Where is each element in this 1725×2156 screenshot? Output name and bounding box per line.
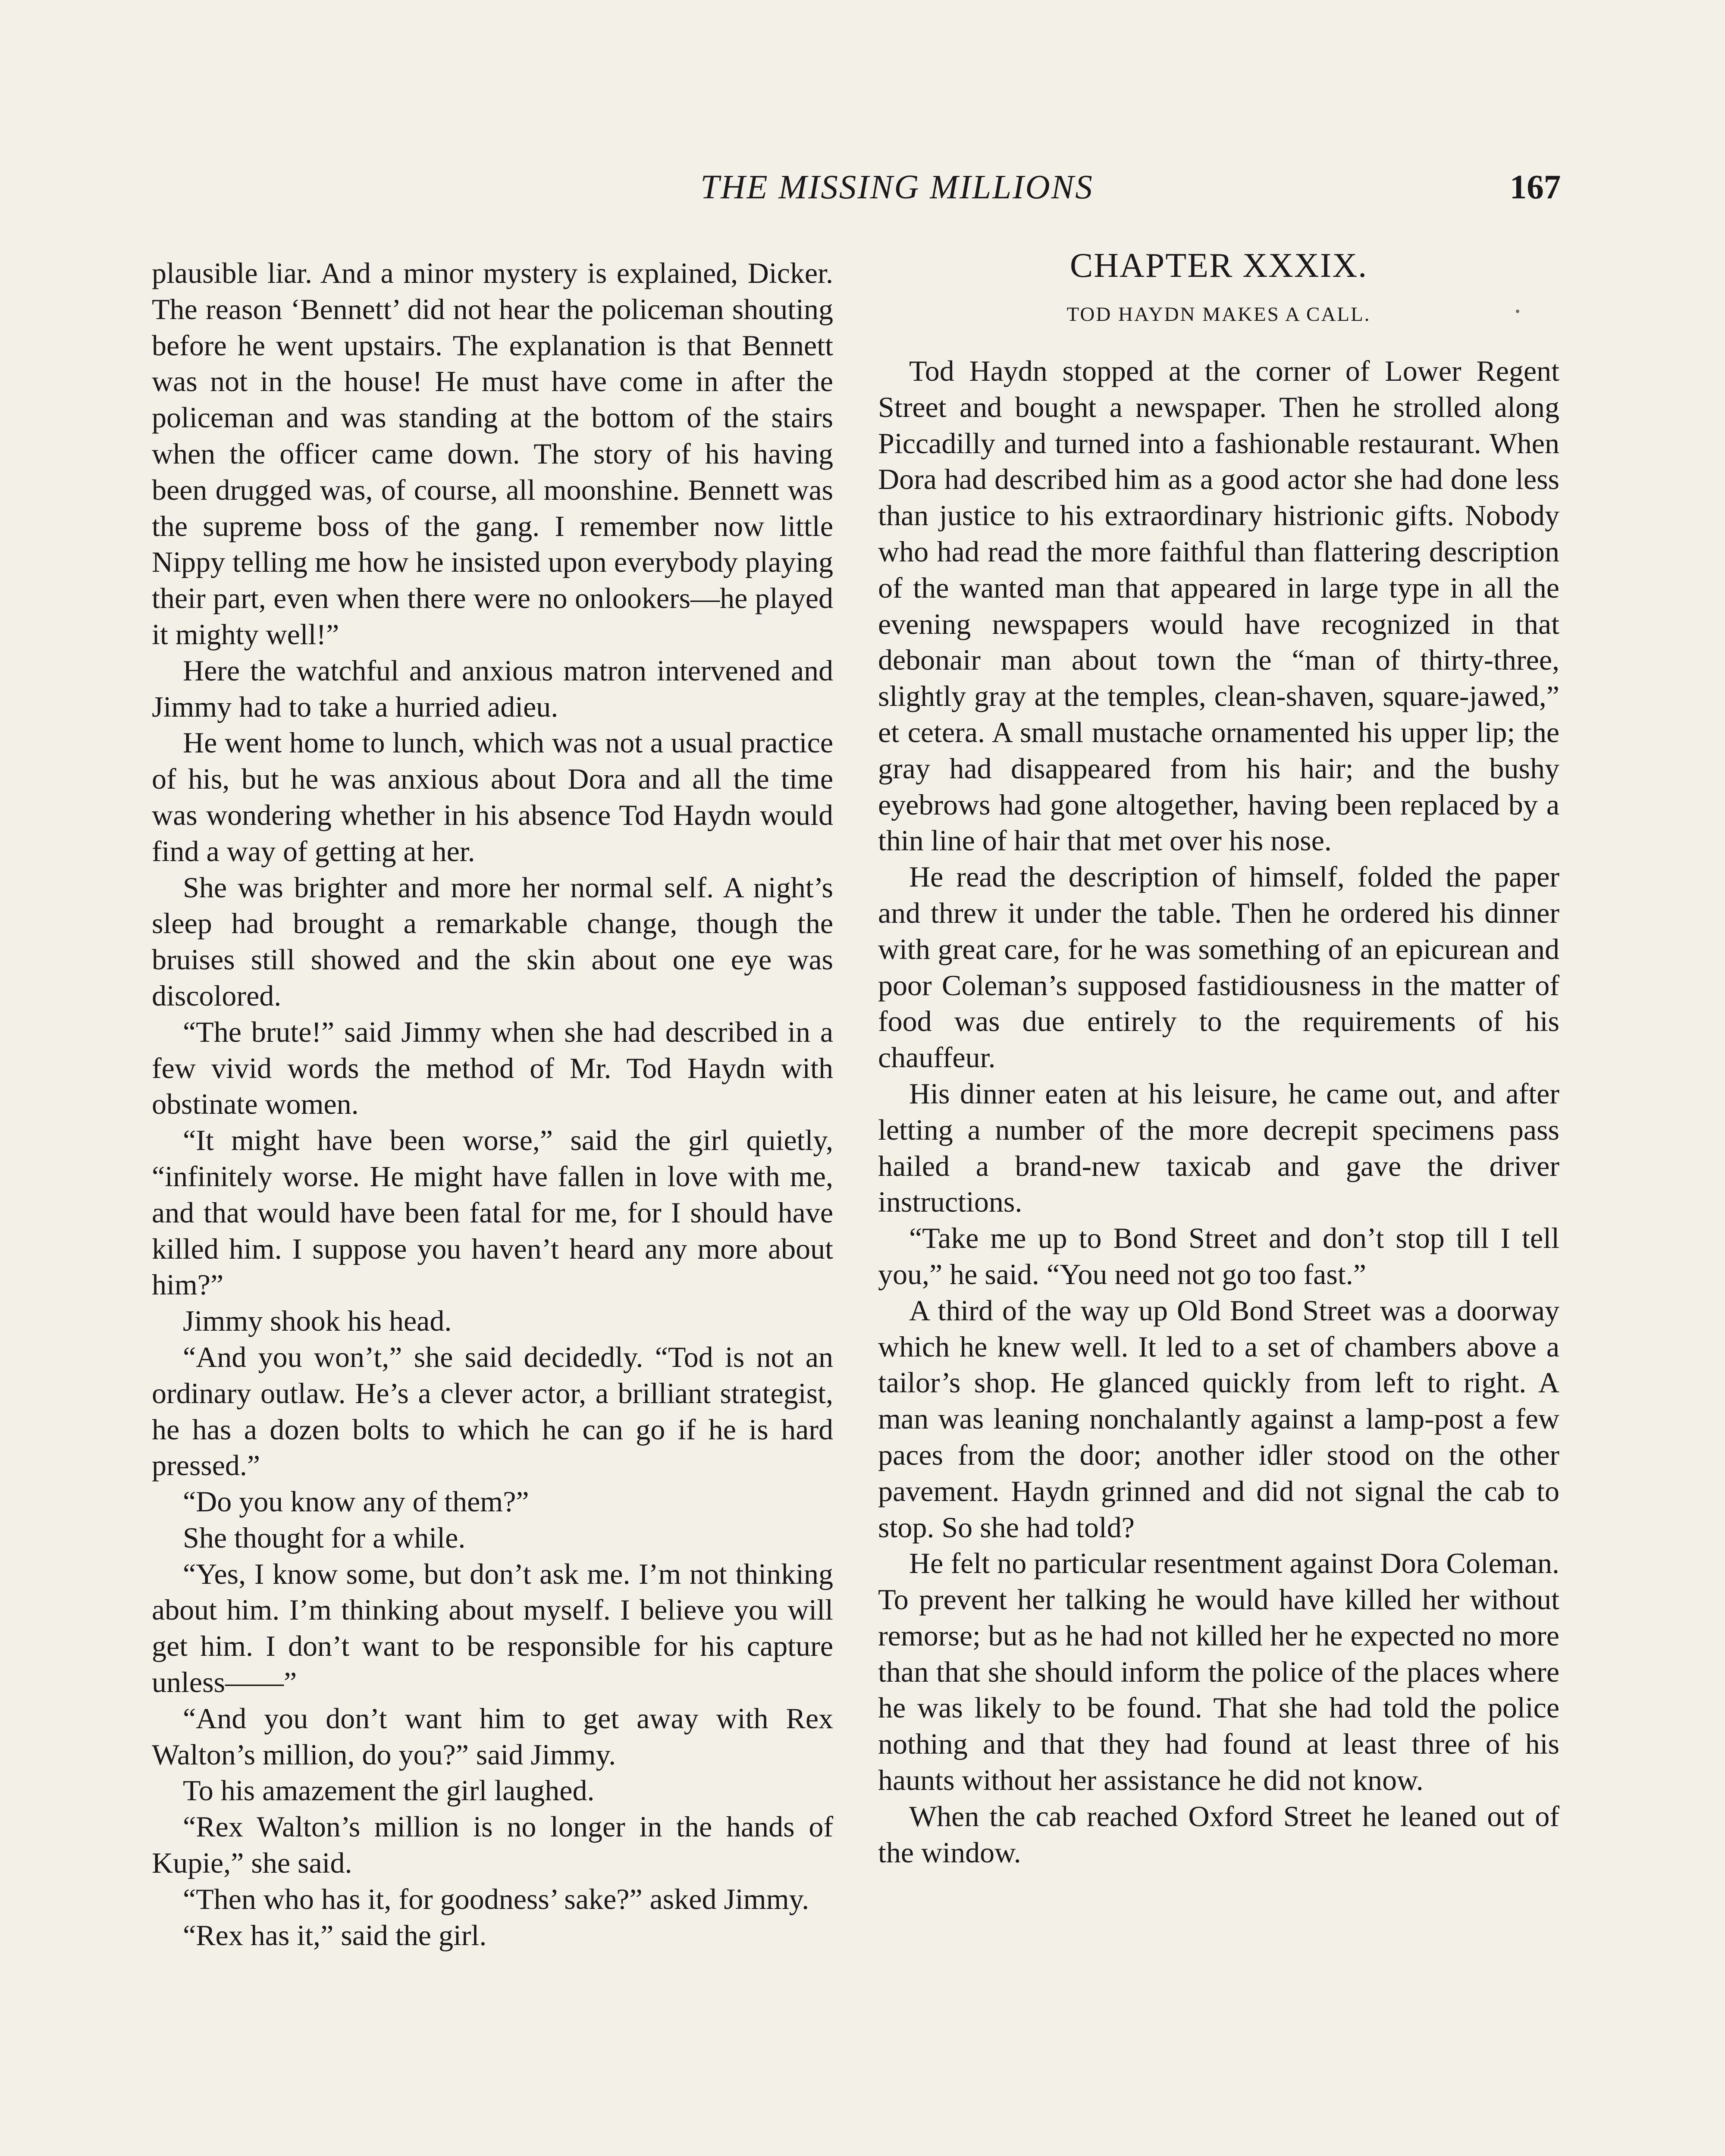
paragraph: “It might have been worse,” said the girl quietly, “infinitely worse. He might have fallen in love with me, and that would have been fatal for me, for I should have killed him. I suppose you haven’t heard any more about him?” (152, 1124, 833, 1301)
ink-speck (1516, 310, 1519, 313)
paragraph: She was brighter and more her normal self. A night’s sleep had brought a remarkable change, though the bruises still showed and the skin about one eye was discolored. (152, 871, 833, 1012)
paragraph: She thought for a while. (183, 1521, 466, 1554)
paragraph: “Rex Walton’s million is no longer in the hands of Kupie,” she said. (152, 1810, 833, 1880)
paragraph: Jimmy shook his head. (183, 1304, 452, 1338)
paragraph: Tod Haydn stopped at the corner of Lower Regent Street and bought a newspaper. Then he strolled along Piccadilly and turned into a fashionable restaurant. When Dora had described him as a good actor she had done less than justice to his extraordinary histrionic gifts. Nobody who had read the more faithful than flattering description of the wanted man that appeared in large type in all the evening newspapers would have recognized in that debonair man about town the “man of thirty-three, slightly gray at the temples, clean-shaven, square-jawed,” et cetera. A small mustache ornamented his upper lip; the gray had disappeared from his hair; and the bushy eyebrows had gone altogether, having been replaced by a thin line of hair that met over his nose. (878, 354, 1559, 857)
paragraph: To his amazement the girl laughed. (183, 1774, 595, 1807)
paragraph: plausible liar. And a minor mystery is explained, Dicker. The reason ‘Bennett’ did not hear the policeman shouting before he went upstairs. The explanation is that Bennett was not in the house! He must have come in after the policeman and was standing at the bottom of the stairs when the officer came down. The story of his having been drugged was, of course, all moonshine. Bennett was the supreme boss of the gang. I remember now little Nippy telling me how he insisted upon everybody playing their part, even when there were no onlookers—he played it mighty well!” (152, 257, 833, 651)
paragraph: “Rex has it,” said the girl. (183, 1918, 487, 1952)
paragraph: “The brute!” said Jimmy when she had described in a few vivid words the method of Mr. Tod Haydn with obstinate women. (152, 1015, 833, 1121)
paragraph: A third of the way up Old Bond Street was a doorway which he knew well. It led to a set of chambers above a tailor’s shop. He glanced quickly from left to right. A man was leaning nonchalantly against a lamp-post a few paces from the door; another idler stood on the other pavement. Haydn grinned and did not signal the cab to stop. So she had told? (878, 1294, 1559, 1544)
left-column (152, 255, 833, 1953)
paragraph: “Then who has it, for goodness’ sake?” asked Jimmy. (183, 1882, 809, 1915)
paragraph: He felt no particular resentment against Dora Coleman. To prevent her talking he would have killed her without remorse; but as he had not killed her he expected no more than that she should inform the police of the places where he was likely to be found. That she had told the police nothing and that they had found at least three of his haunts without her assistance he did not know. (878, 1547, 1559, 1797)
chapter-subtitle: TOD HAYDN MAKES A CALL. (1066, 303, 1371, 326)
paragraph: “Take me up to Bond Street and don’t stop till I tell you,” he said. “You need not go too fast.” (878, 1222, 1559, 1291)
paragraph: “And you won’t,” she said decidedly. “Tod is not an ordinary outlaw. He’s a clever actor, a brilliant strategist, he has a dozen bolts to which he can go if he is hard pressed.” (152, 1340, 833, 1482)
running-title: THE MISSING MILLIONS (700, 169, 1094, 206)
paragraph: His dinner eaten at his leisure, he came out, and after letting a number of the more decrepit specimens pass hailed a brand-new taxicab and gave the driver instructions. (878, 1077, 1559, 1219)
paragraph: He went home to lunch, which was not a usual practice of his, but he was anxious about Dora and all the time was wondering whether in his absence Tod Haydn would find a way of getting at her. (152, 726, 833, 868)
chapter-heading: CHAPTER XXXIX. (1070, 247, 1368, 285)
paragraph: He read the description of himself, folded the paper and threw it under the table. Then he ordered his dinner with great care, for he was something of an epicurean and poor Coleman’s supposed fastidiousness in the matter of food was due entirely to the requirements of his chauffeur. (878, 860, 1559, 1074)
right-column (878, 248, 1559, 1871)
paragraph: “Yes, I know some, but don’t ask me. I’m not thinking about him. I’m thinking about myself. I believe you will get him. I don’t want to be responsible for his capture unless——” (152, 1557, 833, 1699)
paragraph: Here the watchful and anxious matron intervened and Jimmy had to take a hurried adieu. (152, 654, 833, 723)
paragraph: “Do you know any of them?” (183, 1485, 529, 1518)
paragraph: “And you don’t want him to get away with Rex Walton’s million, do you?” said Jimmy. (152, 1702, 833, 1771)
paragraph: When the cab reached Oxford Street he leaned out of the window. (878, 1799, 1559, 1869)
page-number: 167 (1509, 169, 1561, 206)
